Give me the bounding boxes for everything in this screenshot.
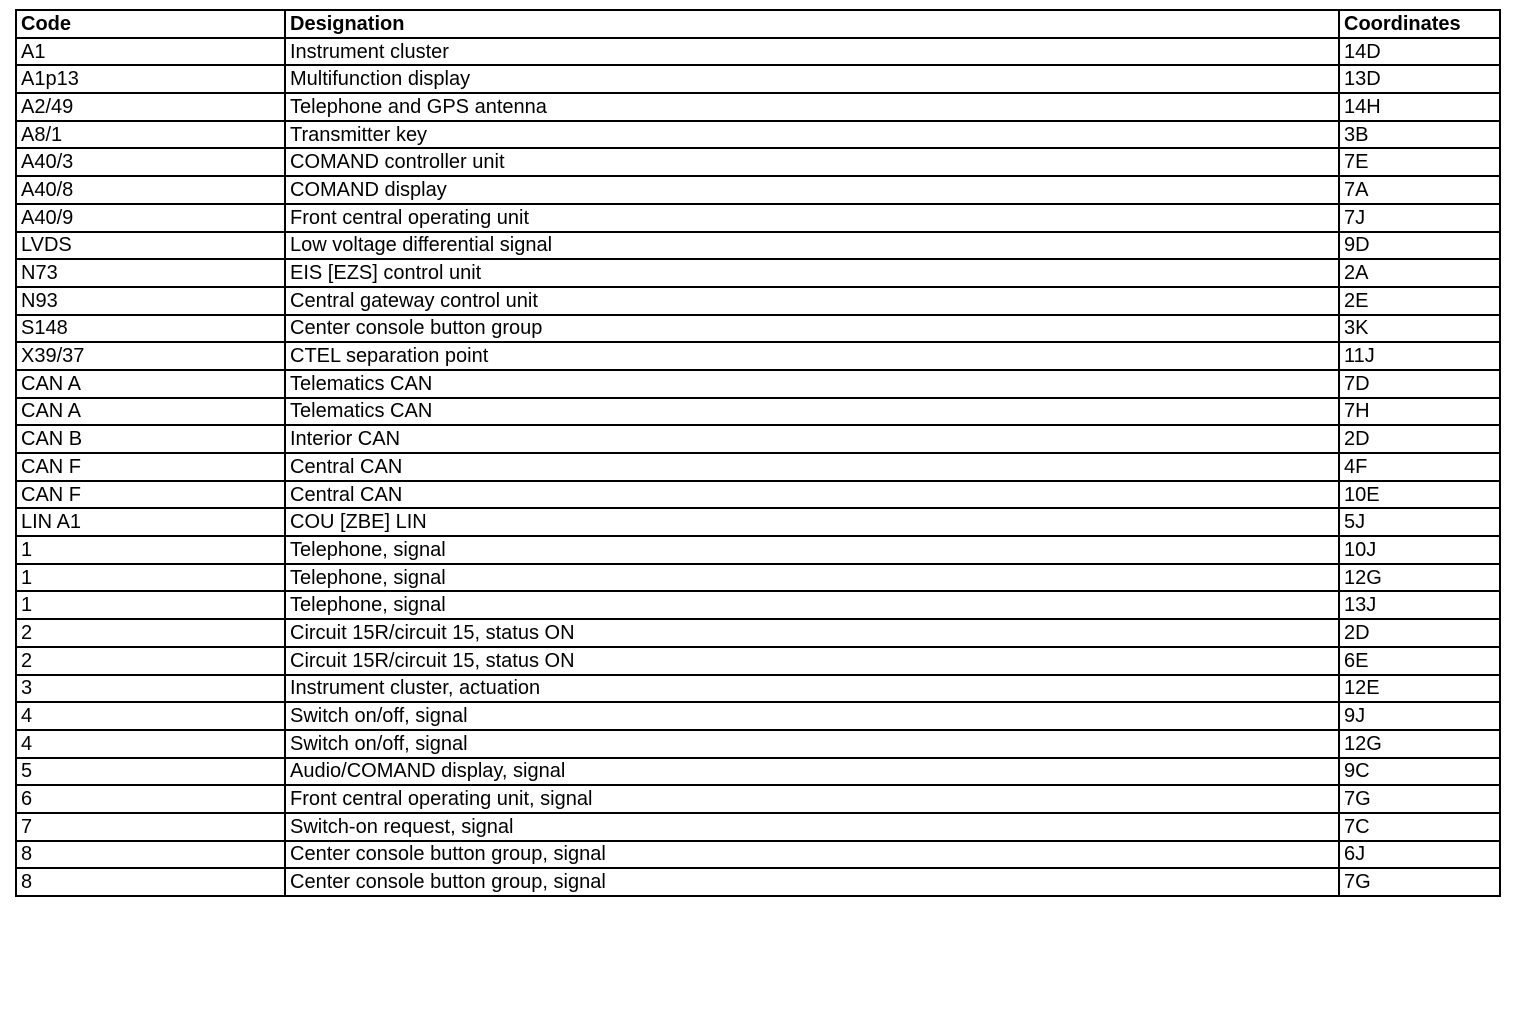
cell-code: 8 (16, 868, 285, 896)
cell-designation: Circuit 15R/circuit 15, status ON (285, 647, 1339, 675)
cell-code: 1 (16, 536, 285, 564)
cell-designation: Switch-on request, signal (285, 813, 1339, 841)
table-row (16, 508, 1500, 536)
header-row (16, 10, 1500, 38)
cell-designation: CTEL separation point (285, 342, 1339, 370)
cell-designation: Low voltage differential signal (285, 232, 1339, 260)
cell-designation: Transmitter key (285, 121, 1339, 149)
cell-designation: Central gateway control unit (285, 287, 1339, 315)
cell-designation: Interior CAN (285, 425, 1339, 453)
cell-designation: Telephone, signal (285, 564, 1339, 592)
table-row (16, 65, 1500, 93)
cell-designation: Telematics CAN (285, 398, 1339, 426)
cell-code: N73 (16, 259, 285, 287)
cell-code: A1p13 (16, 65, 285, 93)
header-coordinates: Coordinates (1339, 10, 1500, 38)
cell-code: 4 (16, 730, 285, 758)
header-code: Code (16, 10, 285, 38)
table-row (16, 398, 1500, 426)
cell-designation: Center console button group, signal (285, 841, 1339, 869)
cell-coordinates: 13J (1339, 591, 1500, 619)
cell-coordinates: 4F (1339, 453, 1500, 481)
cell-coordinates: 2D (1339, 619, 1500, 647)
cell-code: A40/9 (16, 204, 285, 232)
cell-code: 1 (16, 591, 285, 619)
table-row (16, 868, 1500, 896)
cell-coordinates: 7D (1339, 370, 1500, 398)
table-row (16, 148, 1500, 176)
cell-designation: Instrument cluster (285, 38, 1339, 66)
table-row (16, 564, 1500, 592)
cell-coordinates: 11J (1339, 342, 1500, 370)
cell-coordinates: 9D (1339, 232, 1500, 260)
cell-coordinates: 7J (1339, 204, 1500, 232)
table-body (16, 38, 1500, 896)
table-row (16, 481, 1500, 509)
cell-code: 4 (16, 702, 285, 730)
table-row (16, 619, 1500, 647)
cell-code: 7 (16, 813, 285, 841)
cell-coordinates: 7C (1339, 813, 1500, 841)
table-row (16, 702, 1500, 730)
table-row (16, 785, 1500, 813)
cell-coordinates: 2A (1339, 259, 1500, 287)
table-row (16, 841, 1500, 869)
table-row (16, 287, 1500, 315)
cell-code: 5 (16, 758, 285, 786)
cell-coordinates: 9C (1339, 758, 1500, 786)
cell-designation: Central CAN (285, 453, 1339, 481)
cell-code: 2 (16, 647, 285, 675)
cell-designation: Circuit 15R/circuit 15, status ON (285, 619, 1339, 647)
cell-designation: COU [ZBE] LIN (285, 508, 1339, 536)
table-row (16, 370, 1500, 398)
cell-code: A2/49 (16, 93, 285, 121)
cell-code: 1 (16, 564, 285, 592)
table-row (16, 647, 1500, 675)
cell-coordinates: 3B (1339, 121, 1500, 149)
cell-coordinates: 12E (1339, 675, 1500, 703)
table-row (16, 232, 1500, 260)
cell-coordinates: 7G (1339, 785, 1500, 813)
header-designation: Designation (285, 10, 1339, 38)
cell-coordinates: 10J (1339, 536, 1500, 564)
cell-designation: Center console button group (285, 315, 1339, 343)
table-row (16, 93, 1500, 121)
cell-coordinates: 7H (1339, 398, 1500, 426)
cell-code: A1 (16, 38, 285, 66)
cell-code: N93 (16, 287, 285, 315)
cell-designation: Instrument cluster, actuation (285, 675, 1339, 703)
cell-code: LIN A1 (16, 508, 285, 536)
table-row (16, 342, 1500, 370)
table-row (16, 591, 1500, 619)
cell-code: 2 (16, 619, 285, 647)
cell-coordinates: 13D (1339, 65, 1500, 93)
table-row (16, 176, 1500, 204)
cell-designation: Telephone, signal (285, 591, 1339, 619)
table-row (16, 453, 1500, 481)
cell-designation: Audio/COMAND display, signal (285, 758, 1339, 786)
cell-code: 3 (16, 675, 285, 703)
cell-code: CAN A (16, 398, 285, 426)
cell-coordinates: 7G (1339, 868, 1500, 896)
cell-code: CAN B (16, 425, 285, 453)
cell-designation: Center console button group, signal (285, 868, 1339, 896)
cell-coordinates: 7E (1339, 148, 1500, 176)
table-row (16, 813, 1500, 841)
cell-coordinates: 2D (1339, 425, 1500, 453)
cell-designation: COMAND controller unit (285, 148, 1339, 176)
cell-coordinates: 14H (1339, 93, 1500, 121)
cell-designation: Front central operating unit (285, 204, 1339, 232)
cell-code: A40/8 (16, 176, 285, 204)
cell-coordinates: 12G (1339, 730, 1500, 758)
table-row (16, 315, 1500, 343)
cell-designation: Telematics CAN (285, 370, 1339, 398)
table-row (16, 204, 1500, 232)
cell-code: CAN F (16, 453, 285, 481)
cell-designation: Switch on/off, signal (285, 702, 1339, 730)
cell-designation: Telephone and GPS antenna (285, 93, 1339, 121)
cell-code: LVDS (16, 232, 285, 260)
cell-designation: Central CAN (285, 481, 1339, 509)
table-header (16, 10, 1500, 38)
cell-designation: Switch on/off, signal (285, 730, 1339, 758)
legend-table (15, 9, 1501, 897)
cell-designation: Multifunction display (285, 65, 1339, 93)
cell-coordinates: 6J (1339, 841, 1500, 869)
cell-code: CAN A (16, 370, 285, 398)
cell-coordinates: 6E (1339, 647, 1500, 675)
cell-code: 6 (16, 785, 285, 813)
table-row (16, 38, 1500, 66)
cell-code: S148 (16, 315, 285, 343)
cell-coordinates: 14D (1339, 38, 1500, 66)
cell-code: A40/3 (16, 148, 285, 176)
table-row (16, 536, 1500, 564)
cell-code: 8 (16, 841, 285, 869)
table-row (16, 425, 1500, 453)
table-row (16, 121, 1500, 149)
table-row (16, 730, 1500, 758)
cell-coordinates: 3K (1339, 315, 1500, 343)
cell-coordinates: 5J (1339, 508, 1500, 536)
table-row (16, 675, 1500, 703)
cell-designation: EIS [EZS] control unit (285, 259, 1339, 287)
cell-code: A8/1 (16, 121, 285, 149)
cell-coordinates: 2E (1339, 287, 1500, 315)
cell-coordinates: 12G (1339, 564, 1500, 592)
cell-designation: Telephone, signal (285, 536, 1339, 564)
cell-coordinates: 7A (1339, 176, 1500, 204)
cell-coordinates: 9J (1339, 702, 1500, 730)
table-row (16, 758, 1500, 786)
table-row (16, 259, 1500, 287)
cell-coordinates: 10E (1339, 481, 1500, 509)
cell-code: CAN F (16, 481, 285, 509)
cell-designation: COMAND display (285, 176, 1339, 204)
cell-code: X39/37 (16, 342, 285, 370)
cell-designation: Front central operating unit, signal (285, 785, 1339, 813)
